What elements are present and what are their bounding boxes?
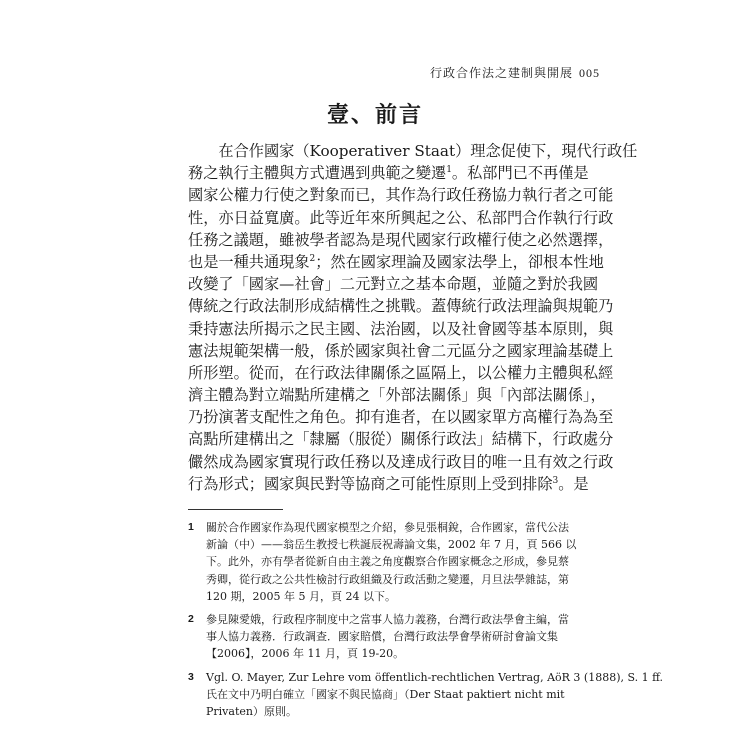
footnote-line: 新論（中）——翁岳生教授七秩誕辰祝壽論文集，2002 年 7 月，頁 566 以 bbox=[206, 538, 577, 552]
body-line: 行為形式；國家與民對等協商之可能性原則上受到排除$^3$。是 bbox=[188, 474, 589, 493]
footnote-line: 參見陳愛娥，行政程序制度中之當事人協力義務，台灣行政法學會主編，當 bbox=[206, 612, 569, 626]
body-line: 所形塑。從而，在行政法律關係之區隔上，以公權力主體與私經 bbox=[188, 363, 614, 382]
footnote-line: 事人協力義務．行政調查．國家賠償，台灣行政法學會學術研討會論文集 bbox=[206, 630, 558, 644]
footnote-ref: 1 bbox=[446, 165, 452, 176]
running-head bbox=[430, 64, 600, 81]
body-line: 儼然成為國家實現行政任務以及達成行政目的唯一且有效之行政 bbox=[188, 452, 614, 471]
footnote-3 bbox=[188, 669, 664, 721]
footnote-ref: 3 bbox=[552, 475, 559, 486]
body-line: 濟主體為對立端點所建構之「外部法關係」與「內部法關係」， bbox=[188, 386, 606, 405]
body-line: 性，亦日益寬廣。此等近年來所興起之公、私部門合作執行行政 bbox=[188, 208, 614, 227]
body-line: 任務之議題，雖被學者認為是現代國家行政權行使之必然選擇， bbox=[188, 230, 614, 249]
body-line: 乃扮演著支配性之角色。抑有進者，在以國家單方高權行為為至 bbox=[188, 408, 614, 427]
footnote-1 bbox=[188, 519, 577, 605]
footnote-number: 1 bbox=[188, 521, 194, 533]
footnote-line: Vgl. O. Mayer, Zur Lehre vom öffentlich-rechtlichen Vertrag, AöR 3 (1888), S. 1 ff. bbox=[206, 670, 664, 684]
footnote-ref: 2 bbox=[309, 253, 316, 264]
footnote-line: 下。此外，亦有學者從新自由主義之角度觀察合作國家概念之形成，參見蔡 bbox=[206, 555, 569, 569]
body-line: 務之執行主體與方式遭遇到典範之變遷$^1$。私部門已不再僅是 bbox=[188, 164, 589, 183]
footnote-2 bbox=[188, 611, 573, 663]
body-line: 憲法規範架構一般，係於國家與社會二元區分之國家理論基礎上 bbox=[188, 341, 614, 360]
body-line: 傳統之行政法制形成結構性之挑戰。蓋傳統行政法理論與規範乃 bbox=[188, 297, 614, 316]
footnote-number: 2 bbox=[188, 612, 194, 625]
body-line: 也是一種共通現象$^2$；然在國家理論及國家法學上，卻根本性地 bbox=[188, 252, 604, 271]
footnote-line: 120 期，2005 年 5 月，頁 24 以下。 bbox=[206, 589, 396, 603]
footnote-line: 氏在文中乃明白確立「國家不與民協商」（Der Staat paktiert nicht mit bbox=[206, 687, 565, 701]
body-line: 在合作國家（Kooperativer Staat）理念促使下，現代行政任 bbox=[188, 142, 638, 160]
footnote-divider bbox=[188, 509, 283, 510]
body-line: 秉持憲法所揭示之民主國、法治國，以及社會國等基本原則，與 bbox=[188, 319, 614, 338]
footnote-line: 關於合作國家作為現代國家模型之介紹，參見張桐銳，合作國家，當代公法 bbox=[206, 521, 569, 534]
body-line: 國家公權力行使之對象而已，其作為行政任務協力執行者之可能 bbox=[188, 186, 614, 205]
footnote-number: 3 bbox=[188, 670, 194, 683]
body-line: 高點所建構出之「隸屬（服從）關係行政法」結構下，行政處分 bbox=[188, 430, 614, 449]
running-head-title: 行政合作法之建制與開展 bbox=[429, 66, 573, 80]
body-line: 改變了「國家—社會」二元對立之基本命題，並隨之對於我國 bbox=[188, 275, 599, 294]
section-title: 壹、前言 bbox=[326, 102, 423, 128]
footnote-line: 【2006】，2006 年 11 月，頁 19-20。 bbox=[206, 647, 405, 661]
footnotes bbox=[188, 519, 664, 726]
footnote-line: 秀卿，從行政之公共性檢討行政組織及行政活動之變遷，月旦法學雜誌，第 bbox=[206, 572, 569, 586]
body-text bbox=[188, 140, 638, 495]
footnote-line: Privaten）原則。 bbox=[206, 704, 297, 718]
page-number: 005 bbox=[579, 66, 600, 80]
